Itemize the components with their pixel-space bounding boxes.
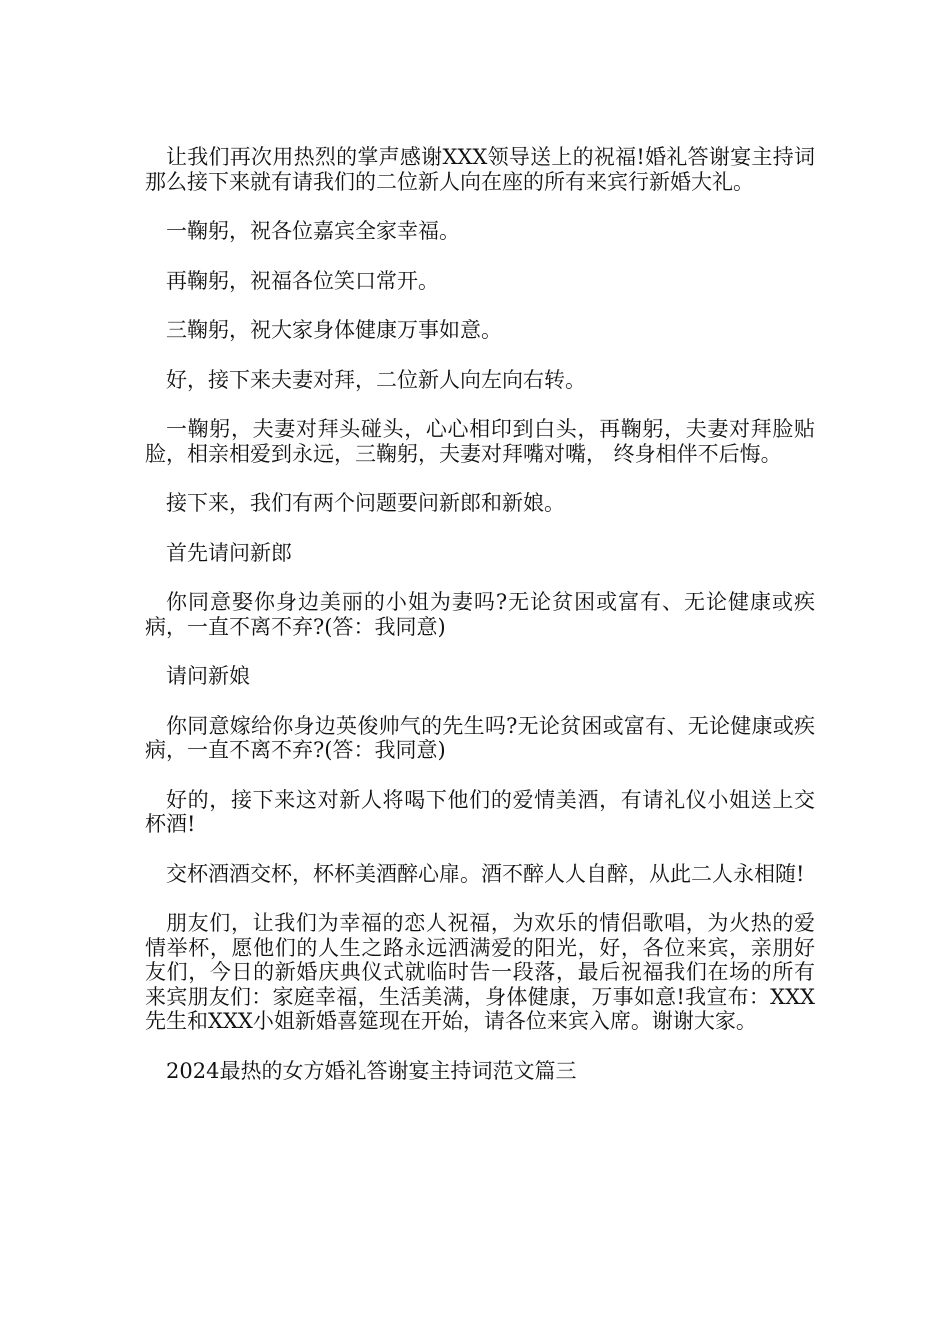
- paragraph-closing-blessing: 朋友们，让我们为幸福的恋人祝福，为欢乐的情侣歌唱，为火热的爱情举杯，愿他们的人生之路永远洒满爱的阳光，好，各位来宾，亲朋好友们，今日的新婚庆典仪式就临时告一段落，最后祝福我们在场的所有来宾朋友们：家庭幸福，生活美满，身体健康，万事如意!我宣布：XXX先生和XXX小姐新婚喜筵现在开始，请各位来宾入席。谢谢大家。: [145, 911, 815, 1033]
- paragraph-bride-vow: 你同意嫁给你身边英俊帅气的先生吗?无论贫困或富有、无论健康或疾病，一直不离不弃?(答：我同意): [145, 713, 815, 762]
- document-body: [145, 145, 815, 1108]
- paragraph-ask-bride: 请问新娘: [166, 664, 250, 688]
- paragraph-groom-vow: 你同意娶你身边美丽的小姐为妻吗?无论贫困或富有、无论健康或疾病，一直不离不弃?(答：我同意): [145, 590, 815, 639]
- paragraph-couple-bow-intro: 好，接下来夫妻对拜，二位新人向左向右转。: [166, 367, 586, 392]
- paragraph-applause-thanks: 让我们再次用热烈的掌声感谢XXX领导送上的祝福!婚礼答谢宴主持词那么接下来就有请我们的二位新人向在座的所有来宾行新婚大礼。: [145, 145, 815, 194]
- paragraph-ask-groom: 首先请问新郎: [166, 540, 292, 565]
- paragraph-first-bow: 一鞠躬，祝各位嘉宾全家幸福。: [166, 219, 460, 243]
- paragraph-couple-bows: 一鞠躬，夫妻对拜头碰头，心心相印到白头，再鞠躬，夫妻对拜脸贴脸，相亲相爱到永远，三鞠躬，夫妻对拜嘴对嘴， 终身相伴不后悔。: [145, 417, 815, 466]
- paragraph-questions-intro: 接下来，我们有两个问题要问新郎和新娘。: [166, 491, 565, 515]
- paragraph-toast-intro: 好的，接下来这对新人将喝下他们的爱情美酒，有请礼仪小姐送上交杯酒!: [145, 787, 815, 836]
- paragraph-third-bow: 三鞠躬，祝大家身体健康万事如意。: [166, 318, 502, 342]
- paragraph-toast-verse: 交杯酒酒交杯，杯杯美酒醉心扉。酒不醉人人自醉，从此二人永相随!: [166, 861, 805, 886]
- paragraph-section-heading: 2024最热的女方婚礼答谢宴主持词范文篇三: [166, 1058, 577, 1083]
- paragraph-second-bow: 再鞠躬，祝福各位笑口常开。: [166, 268, 439, 293]
